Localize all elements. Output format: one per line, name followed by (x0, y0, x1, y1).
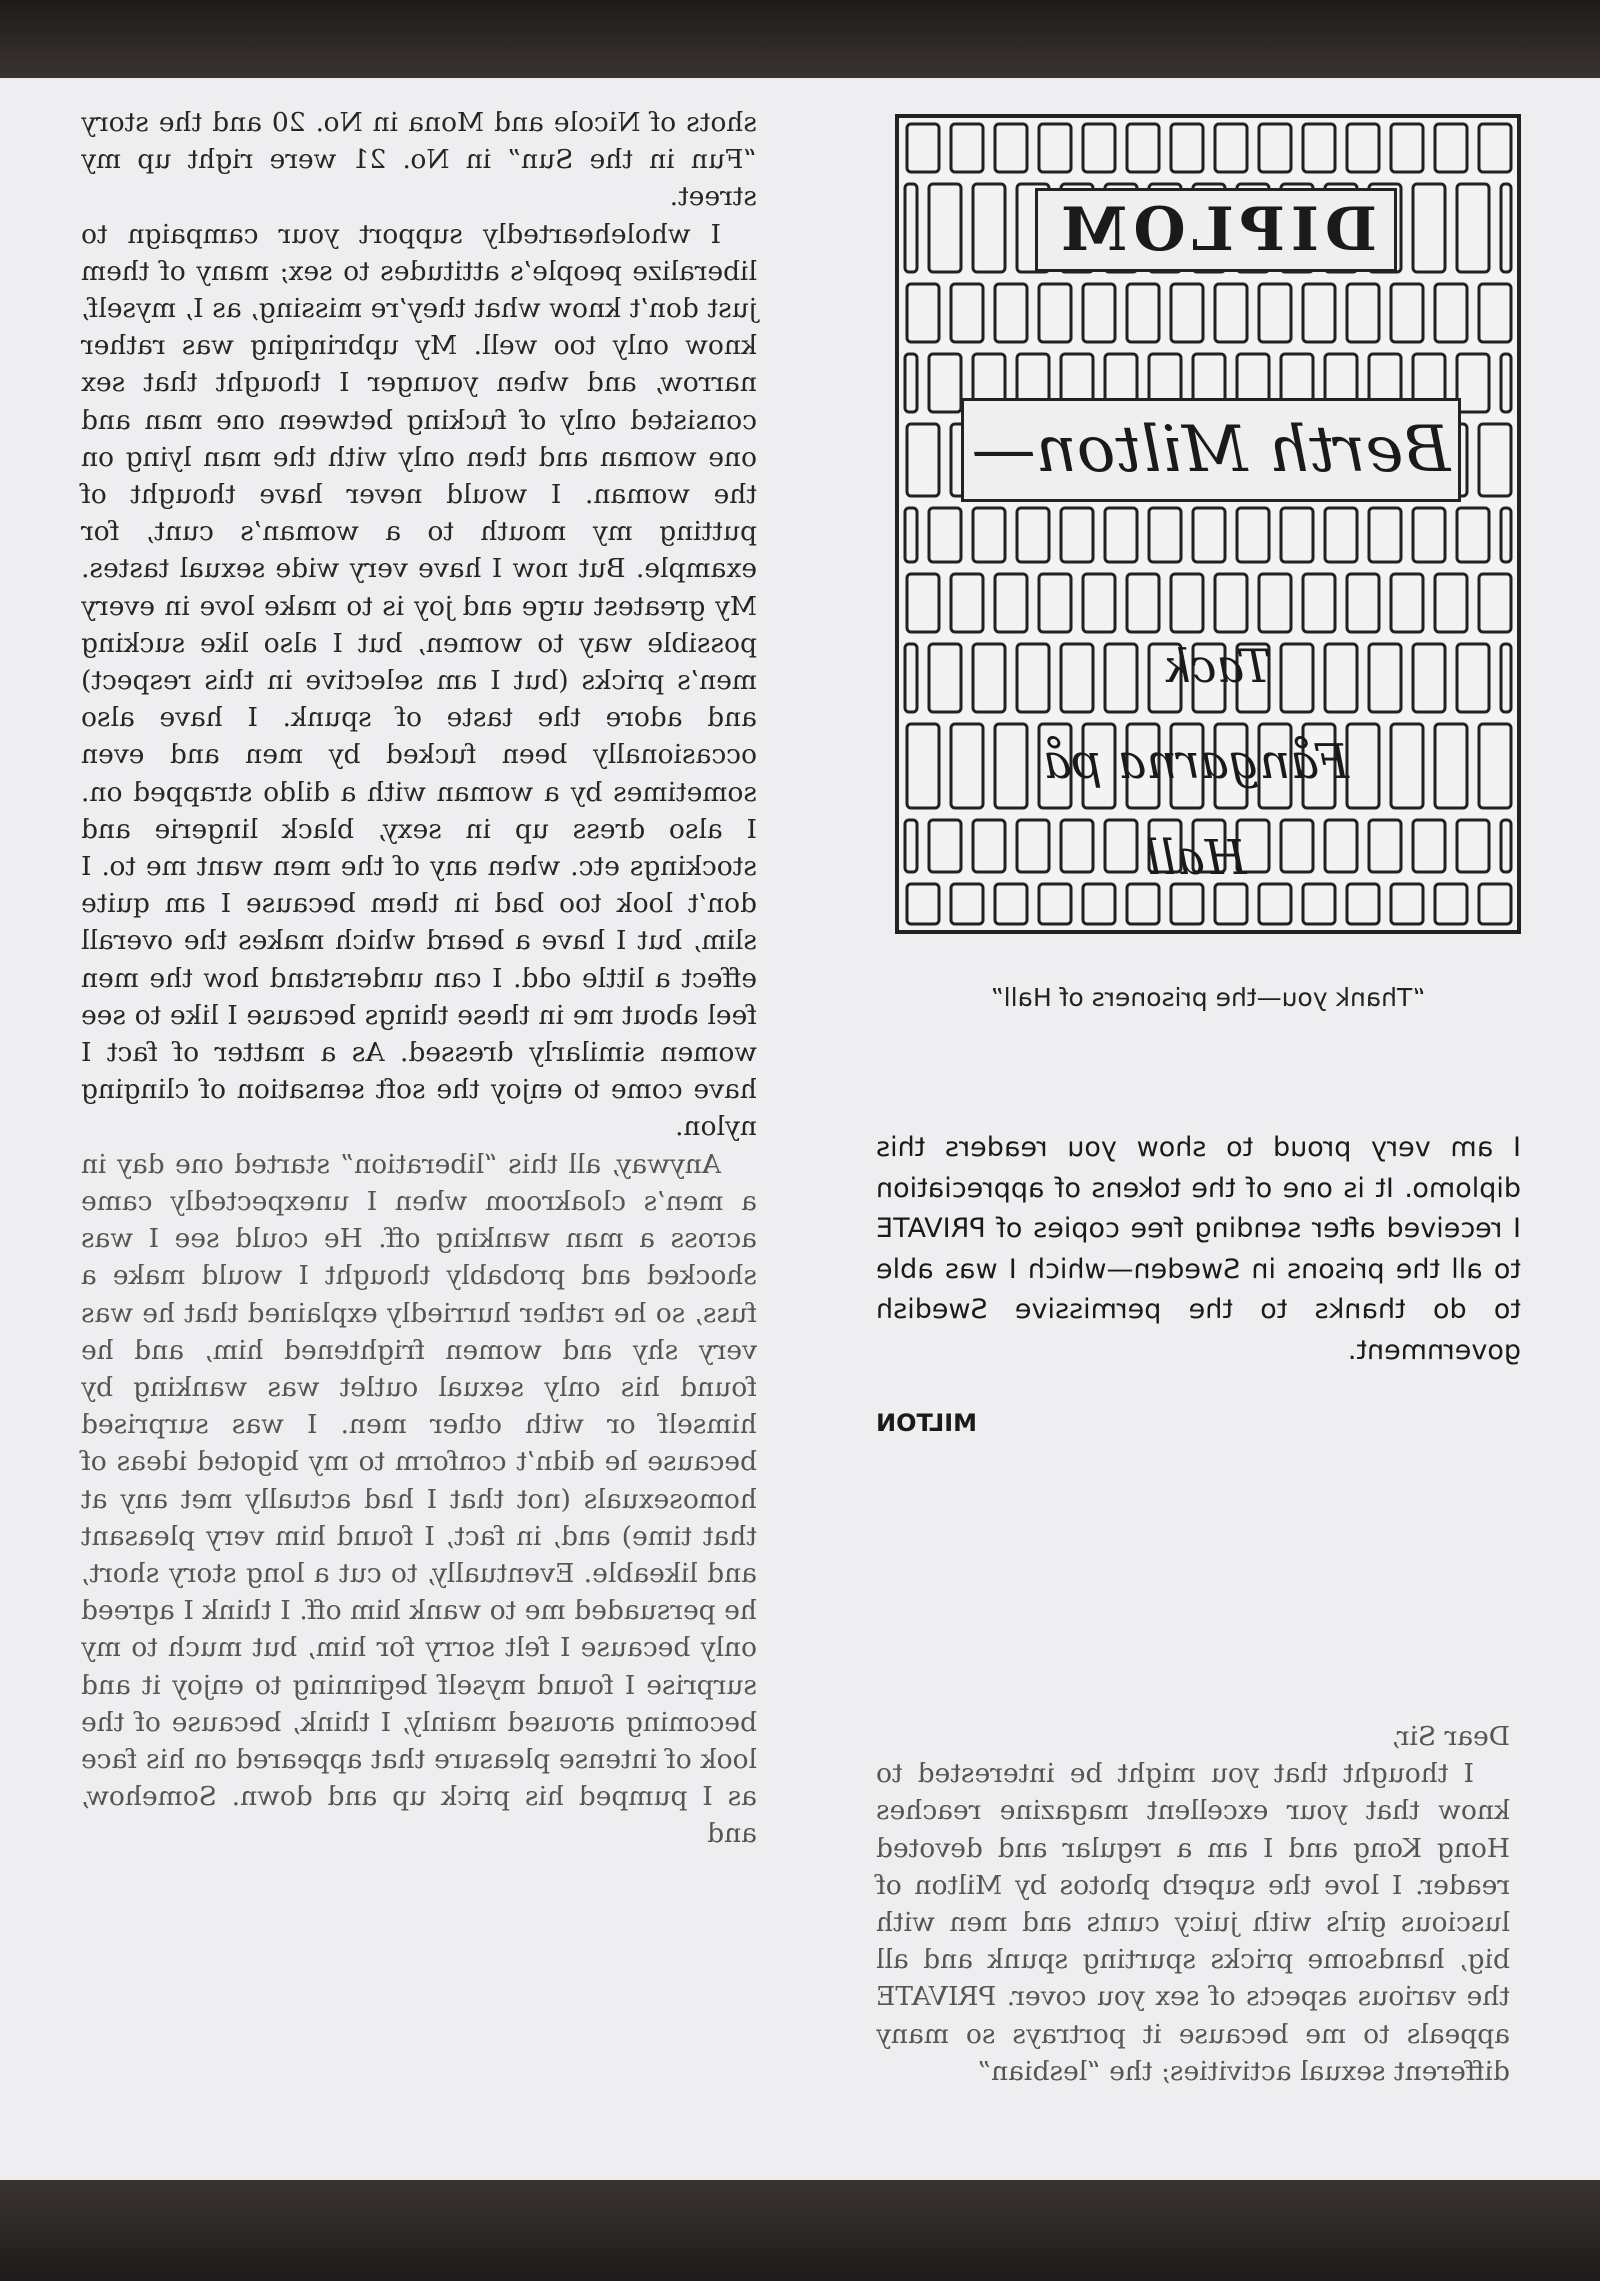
diploma-grid-cell (1303, 124, 1335, 172)
diploma-grid-cell (1479, 884, 1511, 924)
diploma-grid-cell (907, 574, 939, 632)
diploma-grid-cell (1039, 284, 1071, 342)
diploma-grid-cell (1347, 574, 1379, 632)
diploma-grid-cell (1017, 644, 1049, 712)
diploma-grid-cell (1083, 124, 1115, 172)
diploma-grid-cell (907, 724, 939, 808)
diploma-grid-cell (1479, 124, 1511, 172)
diploma-title: DIPLOM (1035, 188, 1397, 272)
diploma-grid-cell (995, 884, 1027, 924)
diploma-grid-cell (1479, 574, 1511, 632)
diploma-grid-cell (1435, 724, 1467, 808)
diploma-grid-cell (1413, 820, 1445, 872)
scan-bottom-border (0, 2180, 1600, 2281)
diploma-recipient-name: Berth Milton— (961, 398, 1461, 502)
diploma-grid-cell (907, 424, 939, 496)
letter-column-secondary (876, 1718, 1510, 2090)
diploma-grid-cell (1237, 508, 1269, 562)
diploma-grid-cell (1391, 574, 1423, 632)
diploma-grid-cell (951, 724, 983, 808)
diploma-grid-cell (1325, 508, 1357, 562)
editor-note-text: I am very proud to show you readers this diplomo. It is one of the tokens of appreciation I received after sending free copies of PRIVATE to all the prisons in Sweden—which I was able to do thanks to the permissive Swedish government. (876, 1132, 1521, 1366)
diploma-grid-cell (1039, 124, 1071, 172)
diploma-grid-cell (973, 508, 1005, 562)
diploma-grid-cell (929, 184, 961, 272)
diploma-grid-cell (973, 644, 1005, 712)
diploma-grid-cell (1391, 884, 1423, 924)
diploma-grid-cell (1435, 284, 1467, 342)
diploma-grid-cell (1413, 644, 1445, 712)
diploma-grid-cell (1171, 284, 1203, 342)
diploma-grid-cell (973, 184, 1005, 272)
diploma-grid-cell (1369, 644, 1401, 712)
diploma-grid-cell (1105, 508, 1137, 562)
diploma-grid-cell (907, 884, 939, 924)
diploma-grid-cell (1347, 124, 1379, 172)
diploma-grid-cell (1215, 124, 1247, 172)
diploma-grid-cell (1259, 284, 1291, 342)
diploma-grid-cell (1479, 284, 1511, 342)
diploma-grid-cell (1017, 508, 1049, 562)
letter-paragraph: Anyway, all this “liberation” started one day in a men’s cloakroom when I unexpectedly came across a man wanking off. He could see I was shocked and probably thought I would make a fuss, so he rather hurriedly explained that he was very shy and women frightened him, and he found his only sexual outlet was wanking by himself or with other men. I was surprised because he didn’t conform to my bigoted ideas of homosexuals (not that I had actually met any at that time) and, in fact, I found him very pleasant and likeable. Eventually, to cut a long story short, he persuaded me to wank him off. I think I agreed only because I felt sorry for him, but much to my surprise I found myself beginning to enjoy it and becoming aroused mainly, I think, because of the look of intense pleasure that appeared on his face as I pumped his prick up and down. Somehow, and (81, 1148, 757, 1850)
diploma-grid-cell (973, 820, 1005, 872)
diploma-grid-cell (1413, 184, 1445, 272)
diploma-grid-cell (905, 184, 917, 272)
diploma-grid-cell (1347, 884, 1379, 924)
diploma-grid-cell (1391, 724, 1423, 808)
diploma-grid-cell (1369, 508, 1401, 562)
diploma-grid-cell (1457, 354, 1489, 412)
diploma-grid-cell (1501, 184, 1511, 272)
diploma-signatory: Fångarna på Hall (1043, 734, 1349, 886)
diploma-grid-cell (1435, 884, 1467, 924)
diploma-grid-cell (1479, 724, 1511, 808)
diploma-grid-cell (1061, 644, 1093, 712)
diploma-grid-cell (1501, 644, 1511, 712)
diploma-grid-cell (1435, 124, 1467, 172)
diploma-grid-cell (1083, 884, 1115, 924)
letter-column-main (81, 104, 757, 1853)
diploma-grid-cell (1457, 644, 1489, 712)
diploma-grid-cell (1325, 820, 1357, 872)
diploma-grid-cell (907, 124, 939, 172)
diploma-grid-cell (1083, 284, 1115, 342)
diploma-grid-cell (1259, 884, 1291, 924)
diploma-grid-cell (905, 820, 917, 872)
diploma-grid-cell (1105, 820, 1137, 872)
diploma-caption: “Thank you—the prisoners of Hall” (990, 983, 1426, 1012)
diploma-grid-cell (929, 820, 961, 872)
diploma-grid-cell (1479, 424, 1511, 496)
diploma-grid-cell (1039, 884, 1071, 924)
diploma-grid-cell (951, 574, 983, 632)
diploma-grid-cell (1281, 508, 1313, 562)
diploma-grid-cell (995, 124, 1027, 172)
diploma-grid-cell (1369, 820, 1401, 872)
diploma-grid-cell (951, 284, 983, 342)
diploma-certificate (895, 114, 1521, 934)
diploma-grid-cell (1457, 820, 1489, 872)
diploma-grid-cell (929, 508, 961, 562)
diploma-grid-cell (1215, 284, 1247, 342)
diploma-grid-cell (1303, 884, 1335, 924)
diploma-grid-cell (951, 124, 983, 172)
diploma-grid-cell (1391, 284, 1423, 342)
diploma-grid-cell (1457, 184, 1489, 272)
diploma-grid-cell (1259, 124, 1291, 172)
diploma-grid-cell (905, 354, 917, 412)
diploma-grid-cell (1501, 354, 1511, 412)
diploma-grid-cell (1501, 820, 1511, 872)
diploma-grid-cell (951, 884, 983, 924)
scan-top-border (0, 0, 1600, 80)
diploma-grid-cell (1435, 574, 1467, 632)
letter-paragraph: I thought that you might be interested to know that your excellent magazine reaches Hong Kong and I am a regular and devoted reader. I love the superb photos by Milton of luscious girls with juicy cunts and men with big, handsome pricks spurting spunk and all the various aspects of sex you cover. PRIVATE appeals to me because it portrays so many different sexual activities; the “lesbian” (876, 1758, 1510, 2087)
diploma-grid-cell (1193, 508, 1225, 562)
diploma-grid-cell (905, 644, 917, 712)
letter-paragraph: I wholeheartedly support your campaign to liberalize people’s attitudes to sex; many of them just don’t know what they’re missing, as I, myself, know only too well. My upbringing was rather narrow, and when younger I thought that sex consisted only of fucking between one man and one woman and then only with the man lying on the woman. I would never have thought of putting my mouth to a woman’s cunt, for example. But now I have very wide sexual tastes. My greatest urge and joy is to make love in every possible way to women, but I also like sucking men’s pricks (but I am selective in this respect) and adore the taste of spunk. I have also occasionally been fucked by men and even sometimes by a woman with a dildo strapped on. I also dress up in sexy, black lingerie and stockings etc. when any of the men want me to. I don’t look too bad in them because I am quite slim, but I have a beard which makes the overall effect a little odd. I can understand how the men feel about me in these things because I like to see women similarly dressed. As a matter of fact I have come to enjoy the soft sensation of clinging nylon. (81, 218, 757, 1143)
diploma-grid-cell (905, 508, 917, 562)
diploma-grid-cell (1391, 124, 1423, 172)
diploma-grid-cell (1149, 508, 1181, 562)
diploma-grid-cell (995, 574, 1027, 632)
diploma-grid-cell (907, 284, 939, 342)
diploma-grid-cell (1457, 508, 1489, 562)
editor-note-signature: MILTON (876, 1409, 977, 1437)
diploma-grid-cell (1061, 508, 1093, 562)
diploma-grid-cell (929, 354, 961, 412)
mirrored-page-content (0, 78, 1600, 2182)
diploma-grid-cell (1017, 820, 1049, 872)
diploma-grid-cell (1127, 284, 1159, 342)
diploma-grid-cell (1347, 284, 1379, 342)
diploma-grid-cell (1039, 574, 1071, 632)
diploma-grid-cell (929, 644, 961, 712)
diploma-thanks-word: Tack (1162, 639, 1272, 693)
diploma-grid-cell (1171, 124, 1203, 172)
letter-paragraph: shots of Nicole and Mona in No. 20 and the story “Fun in the Sun” in No. 21 were right up my street. (81, 107, 757, 213)
diploma-grid-cell (1281, 820, 1313, 872)
diploma-grid-cell (1127, 124, 1159, 172)
diploma-grid-cell (1303, 284, 1335, 342)
diploma-grid-cell (1413, 508, 1445, 562)
letter-greeting: Dear Sir, (1391, 1721, 1510, 1752)
diploma-grid-cell (1061, 820, 1093, 872)
diploma-grid-cell (995, 284, 1027, 342)
page-sheet (0, 78, 1600, 2182)
diploma-grid-cell (1501, 508, 1511, 562)
